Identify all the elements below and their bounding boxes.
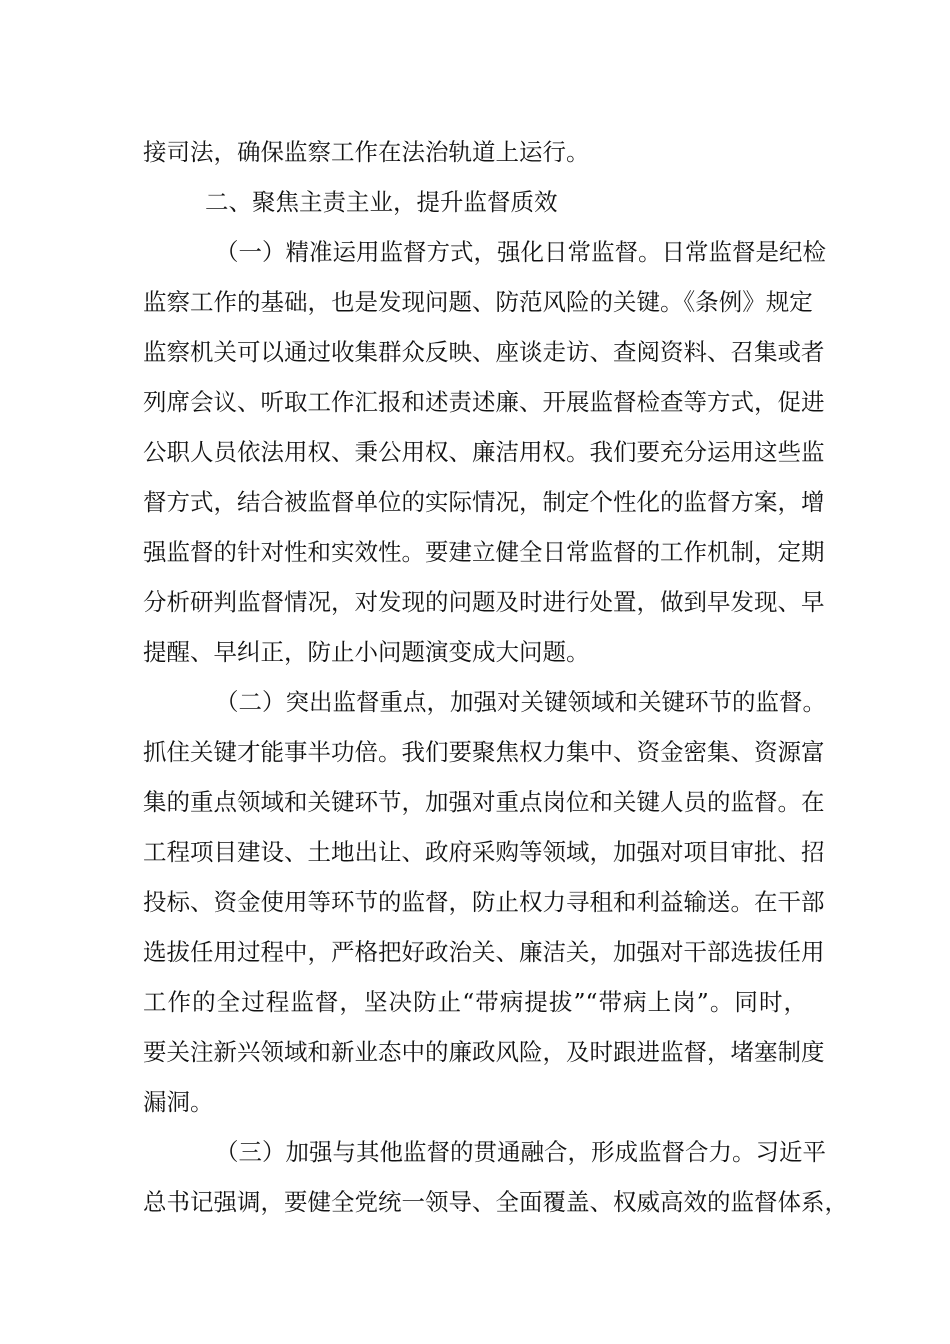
paragraph-line: 提醒、早纠正，防止小问题演变成大问题。 — [143, 638, 590, 666]
paragraph-line: 漏洞。 — [143, 1088, 214, 1116]
paragraph-line: 公职人员依法用权、秉公用权、廉洁用权。我们要充分运用这些监 — [143, 438, 825, 466]
paragraph-line: 投标、资金使用等环节的监督，防止权力寻租和利益输送。在干部 — [143, 888, 825, 916]
document-body — [143, 127, 848, 1227]
section-heading: 二、聚焦主责主业，提升监督质效 — [205, 188, 558, 216]
paragraph-line: 选拔任用过程中，严格把好政治关、廉洁关，加强对干部选拔任用 — [143, 938, 825, 966]
paragraph-line: 监察工作的基础，也是发现问题、防范风险的关键。《条例》规定 — [143, 288, 813, 316]
paragraph-line: 分析研判监督情况，对发现的问题及时进行处置，做到早发现、早 — [143, 588, 825, 616]
paragraph-line: 接司法，确保监察工作在法治轨道上运行。 — [143, 138, 590, 166]
paragraph-line: 抓住关键才能事半功倍。我们要聚焦权力集中、资金密集、资源富 — [143, 738, 825, 766]
paragraph-line: 集的重点领域和关键环节，加强对重点岗位和关键人员的监督。在 — [143, 788, 825, 816]
paragraph-line: （二）突出监督重点，加强对关键领域和关键环节的监督。 — [215, 688, 826, 716]
paragraph-line: 监察机关可以通过收集群众反映、座谈走访、查阅资料、召集或者 — [143, 338, 825, 366]
paragraph-line: 工程项目建设、土地出让、政府采购等领域，加强对项目审批、招 — [143, 838, 825, 866]
paragraph-line: 要关注新兴领域和新业态中的廉政风险，及时跟进监督，堵塞制度 — [143, 1038, 825, 1066]
paragraph-line: 工作的全过程监督，坚决防止“带病提拔”“带病上岗”。同时， — [143, 988, 807, 1016]
paragraph-line: （三）加强与其他监督的贯通融合，形成监督合力。习近平 — [215, 1138, 826, 1166]
paragraph-line: 强监督的针对性和实效性。要建立健全日常监督的工作机制，定期 — [143, 538, 825, 566]
paragraph-line: 督方式，结合被监督单位的实际情况，制定个性化的监督方案，增 — [143, 488, 825, 516]
paragraph-line: 列席会议、听取工作汇报和述责述廉、开展监督检查等方式，促进 — [143, 388, 825, 416]
paragraph-line: 总书记强调，要健全党统一领导、全面覆盖、权威高效的监督体系， — [143, 1188, 848, 1216]
paragraph-line: （一）精准运用监督方式，强化日常监督。日常监督是纪检 — [215, 238, 826, 266]
